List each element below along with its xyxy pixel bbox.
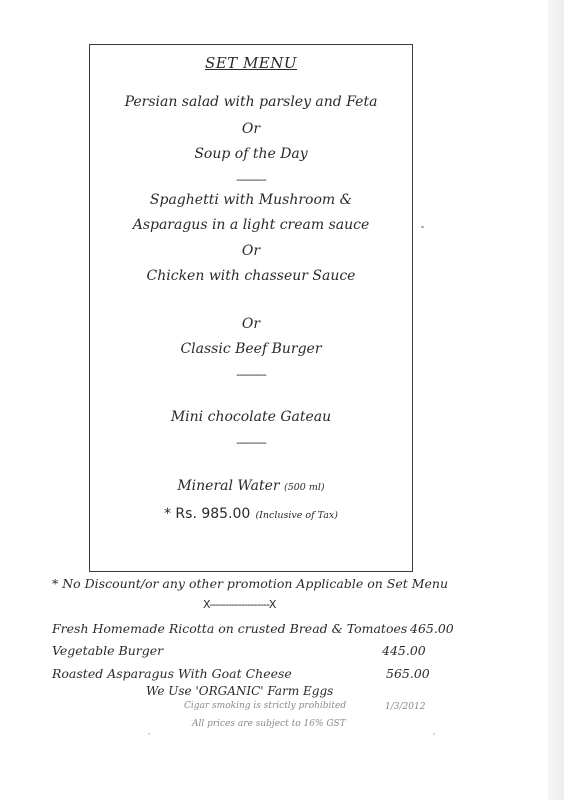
item-price-vegetable-burger: 445.00 — [382, 643, 426, 658]
menu-title: SET MENU — [204, 54, 298, 72]
price-line — [89, 503, 413, 522]
drink: Mineral Water — [177, 478, 280, 494]
starter-1: Persian salad with parsley and Feta — [124, 94, 378, 110]
or-2: Or — [241, 243, 261, 259]
price-note: (Inclusive of Tax) — [255, 510, 338, 521]
cigar-note: Cigar smoking is strictly prohibited — [184, 701, 347, 711]
or-3: Or — [241, 316, 261, 332]
or-1: Or — [241, 121, 261, 137]
dessert: Mini chocolate Gateau — [170, 409, 332, 425]
print-date: 1/3/2012 — [385, 702, 426, 712]
footer-separator: X-------------------X — [203, 598, 276, 611]
set-menu-price: * Rs. 985.00 — [163, 506, 251, 522]
item-price-ricotta: 465.00 — [410, 621, 454, 636]
scan-speck — [433, 733, 435, 735]
main-1-line-1: Spaghetti with Mushroom & — [149, 192, 353, 208]
main-1-line-2: Asparagus in a light cream sauce — [132, 217, 370, 233]
gst-note: All prices are subject to 16% GST — [192, 719, 346, 729]
item-price-asparagus: 565.00 — [386, 666, 430, 681]
main-3: Classic Beef Burger — [180, 341, 322, 357]
scan-speck — [421, 226, 424, 228]
divider-3: ---------- — [236, 436, 266, 449]
item-name-ricotta: Fresh Homemade Ricotta on crusted Bread & Tomatoes — [52, 621, 408, 636]
scan-speck — [148, 733, 150, 735]
no-discount-note: * No Discount/or any other promotion Applicable on Set Menu — [52, 576, 449, 591]
item-name-vegetable-burger: Vegetable Burger — [52, 643, 164, 658]
item-name-asparagus: Roasted Asparagus With Goat Cheese — [52, 666, 292, 681]
divider-1: ---------- — [236, 173, 266, 186]
scan-edge — [548, 0, 564, 800]
organic-eggs-note: We Use 'ORGANIC' Farm Eggs — [146, 684, 334, 698]
drink-line — [89, 478, 413, 494]
main-2: Chicken with chasseur Sauce — [146, 268, 356, 284]
divider-2: ---------- — [236, 368, 266, 381]
drink-size: (500 ml) — [284, 482, 325, 493]
starter-2: Soup of the Day — [194, 146, 308, 162]
